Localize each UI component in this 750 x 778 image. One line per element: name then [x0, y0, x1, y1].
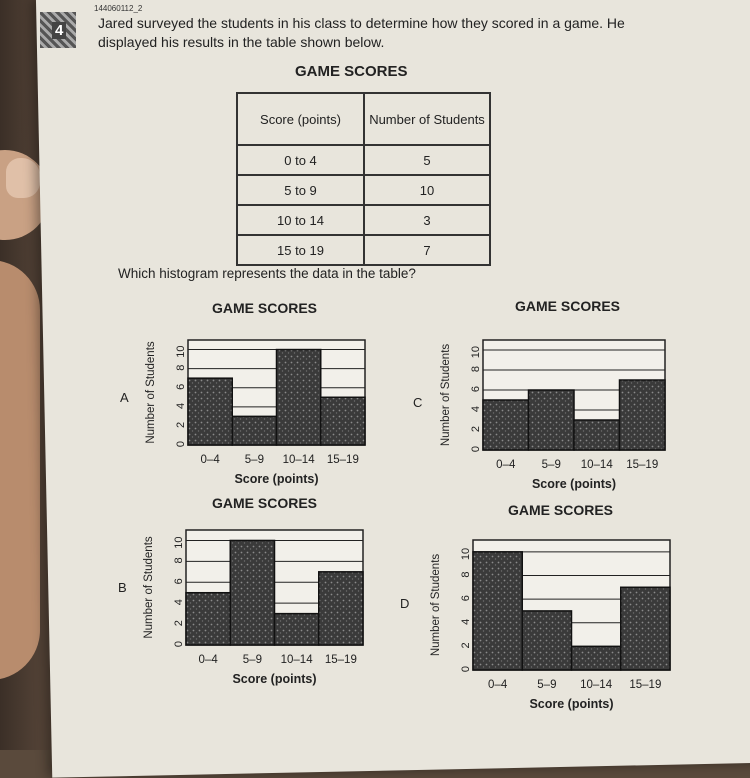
histogram-b[interactable]	[138, 515, 368, 695]
bar	[572, 646, 621, 670]
x-tick-label: 15–19	[626, 459, 659, 471]
bar	[621, 587, 670, 670]
bar	[321, 397, 365, 445]
x-tick-label: 10–14	[282, 454, 315, 466]
chart-title-d: GAME SCORES	[508, 502, 614, 518]
y-tick-label: 10	[470, 346, 482, 359]
x-axis-label: Score (points)	[529, 697, 614, 711]
y-axis-label: Number of Students	[145, 341, 157, 444]
bar	[186, 593, 230, 645]
x-tick-label: 10–14	[580, 679, 613, 691]
bar	[277, 350, 321, 445]
x-tick-label: 10–14	[580, 459, 613, 471]
bar	[529, 390, 575, 450]
bar	[230, 540, 274, 645]
cell-count: 7	[364, 235, 490, 265]
x-tick-label: 5–9	[537, 679, 557, 691]
x-axis-label: Score (points)	[531, 477, 617, 491]
y-axis-label: Number of Students	[430, 553, 442, 657]
cell-count: 3	[364, 205, 490, 235]
x-tick-label: 5–9	[244, 454, 264, 466]
x-tick-label: 0–4	[198, 654, 218, 666]
question-number: 4	[52, 22, 66, 39]
bar	[473, 552, 522, 670]
x-tick-label: 10–14	[280, 654, 313, 666]
chart-title-a: GAME SCORES	[212, 300, 318, 316]
y-tick-label: 4	[470, 406, 482, 413]
y-tick-label: 0	[175, 441, 187, 448]
bar	[574, 420, 620, 450]
x-tick-label: 0–4	[200, 454, 220, 466]
histogram-c[interactable]	[435, 325, 670, 500]
table-row	[237, 145, 490, 175]
option-label-d[interactable]: D	[400, 596, 410, 611]
histogram-d[interactable]	[425, 525, 675, 720]
chart-title-b: GAME SCORES	[212, 495, 318, 511]
y-tick-label: 8	[173, 557, 185, 564]
item-code: 144060112_2	[94, 4, 143, 13]
table-title: GAME SCORES	[295, 63, 408, 80]
prompt-text: Which histogram represents the data in the table?	[118, 266, 416, 281]
y-tick-label: 2	[175, 421, 187, 429]
x-tick-label: 15–19	[326, 454, 359, 466]
y-tick-label: 4	[173, 599, 185, 606]
bar	[232, 416, 276, 445]
bar	[275, 614, 319, 645]
y-tick-label: 8	[470, 366, 482, 373]
y-tick-label: 4	[175, 402, 187, 409]
y-tick-label: 2	[173, 620, 185, 627]
y-tick-label: 10	[175, 345, 187, 358]
cell-score: 10 to 14	[237, 205, 364, 235]
option-label-b[interactable]: B	[118, 580, 127, 595]
bar	[188, 378, 232, 445]
chart-title-c: GAME SCORES	[515, 298, 621, 314]
bar	[483, 400, 529, 450]
x-tick-label: 5–9	[541, 459, 561, 471]
histogram-a[interactable]	[140, 325, 370, 495]
table-header-score: Score (points)	[237, 93, 364, 145]
y-axis-label: Number of Students	[143, 536, 155, 639]
table-row	[237, 175, 490, 205]
cell-score: 15 to 19	[237, 235, 364, 265]
x-tick-label: 15–19	[629, 679, 662, 691]
bar	[319, 572, 363, 645]
x-tick-label: 5–9	[242, 654, 262, 666]
option-label-c[interactable]: C	[413, 395, 423, 410]
y-tick-label: 2	[470, 426, 482, 433]
y-tick-label: 6	[173, 578, 185, 585]
question-text: Jared surveyed the students in his class to determine how they scored in a game. He displayed his results in the table shown below.	[98, 15, 625, 50]
table-row	[237, 235, 490, 265]
y-tick-label: 4	[460, 618, 472, 625]
y-tick-label: 6	[470, 386, 482, 393]
table-row	[237, 205, 490, 235]
x-tick-label: 15–19	[324, 654, 357, 666]
y-tick-label: 10	[460, 547, 472, 561]
bar	[522, 611, 571, 670]
y-tick-label: 10	[173, 536, 185, 549]
y-tick-label: 6	[460, 595, 472, 602]
cell-score: 5 to 9	[237, 175, 364, 205]
y-axis-label: Number of Students	[440, 343, 452, 447]
y-tick-label: 8	[460, 571, 472, 578]
x-tick-label: 0–4	[488, 679, 508, 691]
bar	[620, 380, 666, 450]
cell-count: 10	[364, 175, 490, 205]
y-tick-label: 8	[175, 364, 187, 371]
y-tick-label: 0	[173, 641, 185, 648]
y-tick-label: 6	[175, 383, 187, 390]
cell-score: 0 to 4	[237, 145, 364, 175]
table-header-count: Number of Students	[364, 93, 490, 145]
x-tick-label: 0–4	[496, 459, 516, 471]
y-tick-label: 2	[460, 642, 472, 649]
x-axis-label: Score (points)	[232, 672, 317, 686]
cell-count: 5	[364, 145, 490, 175]
scores-table	[236, 92, 491, 266]
y-tick-label: 0	[470, 446, 482, 453]
option-label-a[interactable]: A	[120, 390, 129, 405]
x-axis-label: Score (points)	[234, 472, 319, 486]
y-tick-label: 0	[460, 666, 472, 673]
